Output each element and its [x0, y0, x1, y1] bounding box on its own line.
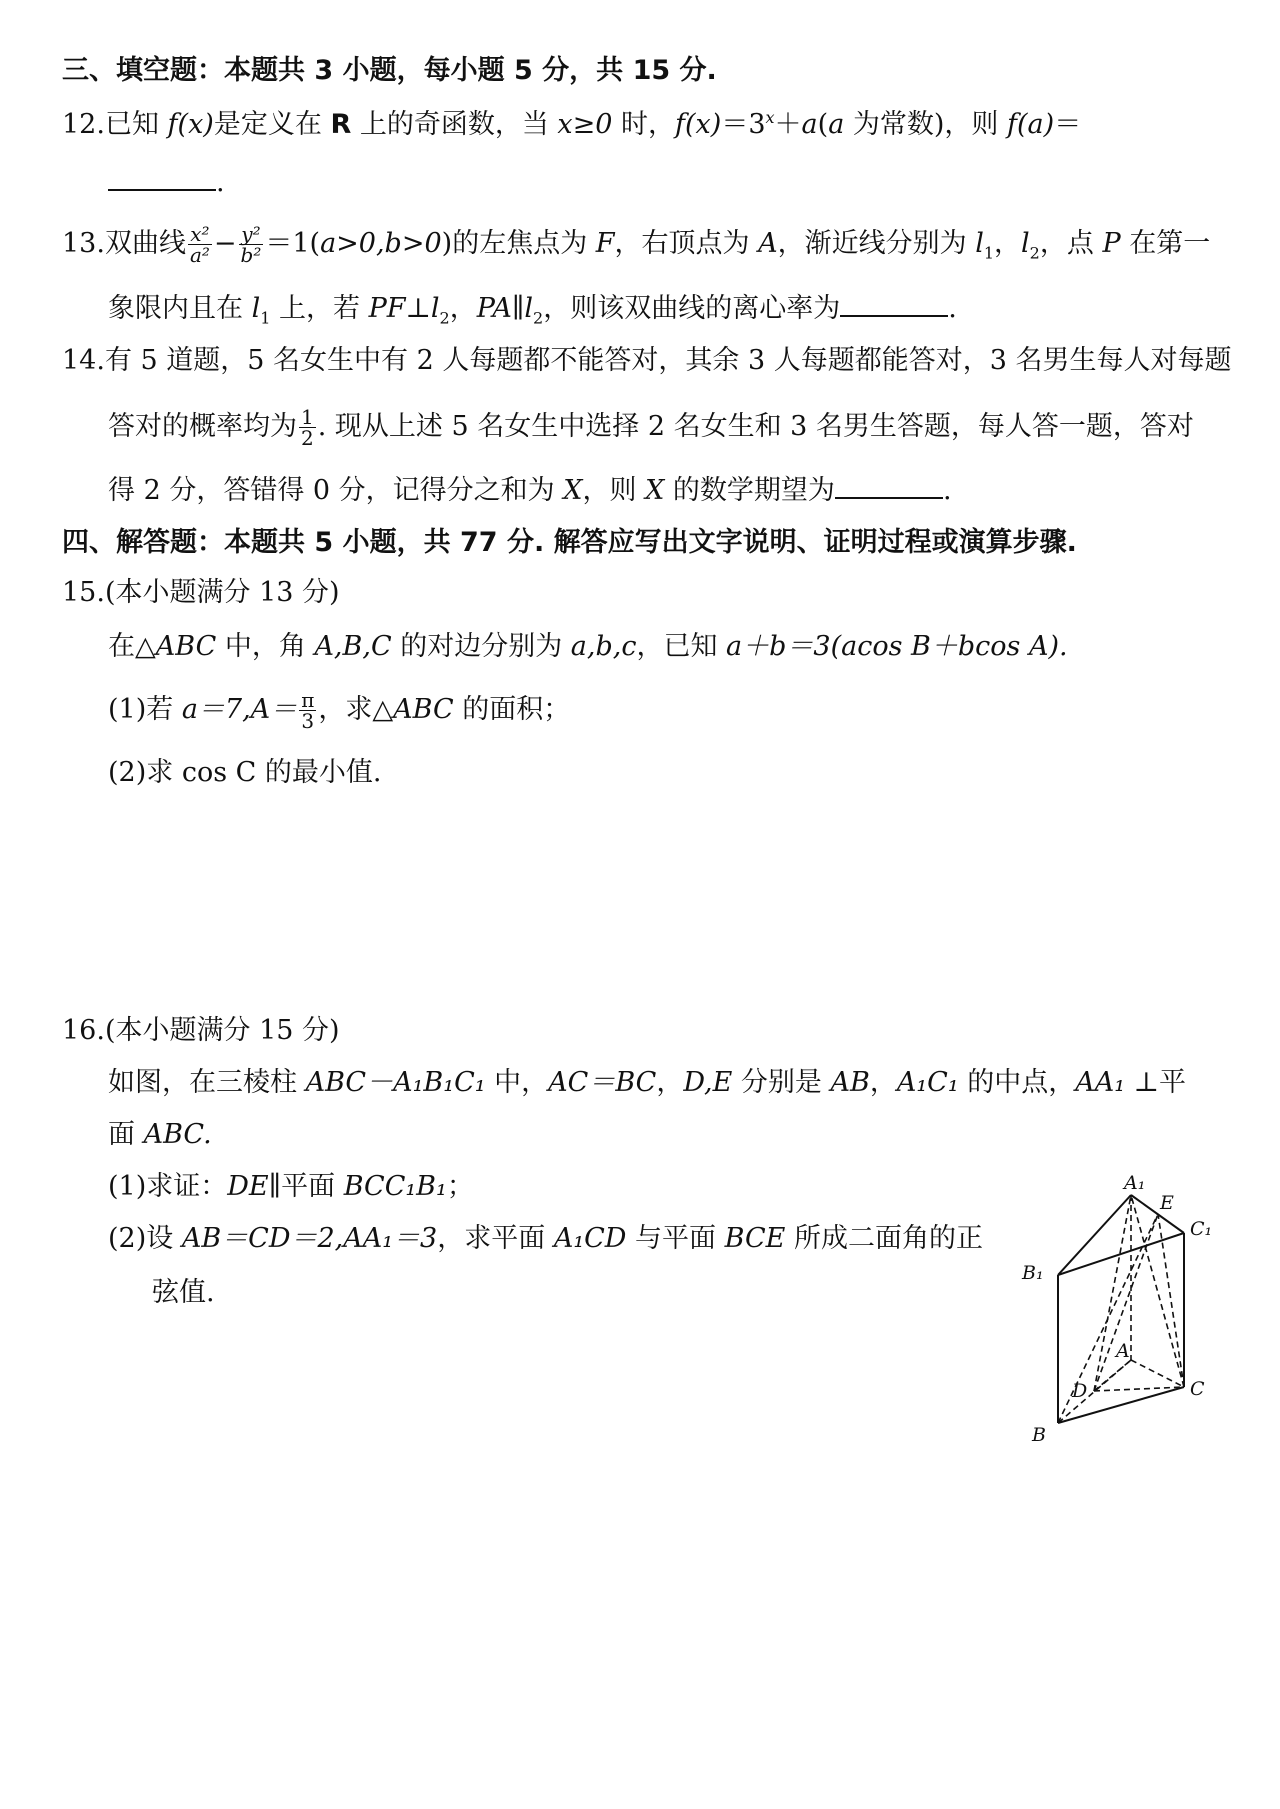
text: 如图，在三棱柱: [108, 1067, 306, 1098]
text: ，: [869, 1067, 897, 1098]
text: ，则: [582, 475, 646, 506]
text: (: [817, 109, 829, 140]
text: . 现从上述 5 名女生中选择 2 名女生和 3 名男生答题，每人答一题，答对: [317, 411, 1194, 442]
text: ，: [656, 1067, 684, 1098]
period: .: [942, 475, 952, 506]
text: (1)求证：: [108, 1171, 228, 1202]
question-number: 12.: [62, 109, 105, 140]
score-note: (本小题满分 13 分): [104, 577, 340, 608]
text: 象限内且在: [108, 293, 252, 324]
text: ，: [449, 293, 477, 324]
text: 面: [108, 1119, 144, 1150]
text: 所成二面角的正: [785, 1223, 983, 1254]
numerator: x²: [188, 224, 212, 245]
math-plane-BCE: BCE: [724, 1223, 786, 1254]
denominator: b²: [240, 243, 262, 267]
label-A: A: [1116, 1340, 1130, 1362]
text: 双曲线: [104, 228, 186, 259]
question-16-part-1: [108, 1170, 474, 1204]
question-16-stem-line-2: [108, 1118, 212, 1152]
math-l2: l: [1021, 228, 1030, 259]
text: ＝: [1054, 109, 1082, 140]
math-fx: f(x): [675, 109, 722, 140]
math-l1: l: [975, 228, 984, 259]
text: (2)设: [108, 1223, 182, 1254]
text: 中，角: [216, 631, 315, 662]
section-heading-solutions: 四、解答题：本题共 5 小题，共 77 分. 解答应写出文字说明、证明过程或演算步骤.: [62, 527, 1077, 558]
fraction-x2-a2: [188, 224, 212, 265]
text: 为常数)，则: [844, 109, 1008, 140]
numerator: y²: [239, 224, 264, 245]
text: (1)若: [108, 694, 182, 725]
question-14: [62, 344, 1232, 378]
math-P: P: [1102, 228, 1121, 259]
math-condition: a>0,b>0: [320, 228, 442, 259]
text: 的数学期望为: [664, 475, 835, 506]
math-exponent: x: [765, 108, 775, 127]
text: ；: [446, 1171, 474, 1202]
text: ，: [994, 228, 1022, 259]
math-given: AB＝CD＝2,AA₁＝3: [181, 1223, 438, 1254]
math-R: R: [330, 109, 352, 140]
math-fx: f(x): [167, 109, 214, 140]
math-ABC: ABC: [155, 631, 217, 662]
numerator: 1: [301, 405, 314, 429]
text: 上的奇函数，当: [351, 109, 558, 140]
minus: −: [213, 228, 237, 259]
question-15-part-1: [108, 686, 570, 734]
math-A1C1: A₁C₁: [896, 1067, 959, 1098]
text: ，渐近线分别为: [777, 228, 976, 259]
prism-figure: [1010, 1165, 1230, 1465]
question-14-line-3: [108, 474, 952, 508]
question-13: 13.双曲线 $\frac{\text{x²}}{\text{a²}}$ − $\frac{\text{y²}}{\text{b²}}$ ＝1(a>0,b>0)的左焦点为 F，右顶点为 A，渐近线分别为 $l_1$，$l_2$，点 P 在第一: [62, 222, 1211, 267]
text: ⊥平: [1125, 1067, 1187, 1098]
text: 已知: [104, 109, 168, 140]
math-a: a: [801, 109, 818, 140]
math-F: F: [595, 228, 615, 259]
math-prism: ABC－A₁B₁C₁: [305, 1067, 486, 1098]
text: 的中点，: [958, 1067, 1076, 1098]
text: ，则该双曲线的离心率为: [543, 293, 841, 324]
math-plane-A1CD: A₁CD: [553, 1223, 627, 1254]
question-16-header: [62, 1014, 340, 1048]
question-16-part-2: [108, 1222, 983, 1256]
label-B1: B₁: [1022, 1262, 1044, 1284]
math-l1: l: [251, 293, 261, 324]
math-AA1: AA₁: [1075, 1067, 1126, 1098]
answer-blank[interactable]: [108, 167, 216, 191]
text: ，求平面: [437, 1223, 554, 1254]
answer-blank[interactable]: [840, 293, 948, 317]
text: 与平面: [626, 1223, 725, 1254]
text: 有 5 道题，5 名女生中有 2 人每题都不能答对，其余 3 人每题都能答对，3 名男生每人对每题: [104, 345, 1232, 376]
question-12: [62, 108, 1081, 142]
math-condition: a＝7,A＝: [181, 694, 298, 725]
text: ＝3: [721, 109, 766, 140]
math-PA-parallel: PA∥l: [476, 293, 534, 324]
label-C: C: [1190, 1378, 1205, 1400]
score-note: (本小题满分 15 分): [104, 1015, 340, 1046]
math-A: A: [758, 228, 778, 259]
denominator: 2: [301, 426, 314, 450]
math-sides: a,b,c: [570, 631, 637, 662]
math-DE: D,E: [683, 1067, 733, 1098]
period: .: [216, 167, 225, 198]
question-15-header: [62, 576, 340, 610]
math-a: a: [828, 109, 845, 140]
question-12-answer-line: [108, 166, 225, 200]
question-14-line-2: [108, 402, 1194, 452]
question-15-part-2: (2)求 cos C 的最小值.: [108, 757, 382, 788]
section-heading-fill-in: 三、填空题：本题共 3 小题，每小题 5 分，共 15 分.: [62, 55, 717, 86]
math-fa: f(a): [1007, 109, 1055, 140]
text: 上，若: [270, 293, 369, 324]
text: 中，: [485, 1067, 549, 1098]
text: 时，: [612, 109, 676, 140]
question-number: 14.: [62, 345, 105, 376]
label-E: E: [1160, 1192, 1174, 1214]
math-angles: A,B,C: [314, 631, 392, 662]
text: ，求△: [318, 694, 394, 725]
math-ac-eq-bc: AC＝BC: [548, 1067, 657, 1098]
denominator: 3: [301, 709, 315, 733]
question-16-part-2-line-2: 弦值.: [152, 1277, 215, 1308]
answer-blank[interactable]: [835, 475, 943, 499]
question-number: 16.: [62, 1015, 105, 1046]
math-plane: BCC₁B₁: [343, 1171, 447, 1202]
question-15-stem: [108, 630, 1068, 664]
question-number: 15.: [62, 577, 105, 608]
text: ，已知: [636, 631, 727, 662]
period: .: [948, 293, 957, 324]
fraction-y2-b2: [239, 224, 264, 265]
label-B: B: [1032, 1424, 1046, 1446]
fraction-pi-over-3: [299, 690, 316, 731]
text: ，右顶点为: [614, 228, 759, 259]
question-13-line-2: 象限内且在 $l_1$ 上，若 $PF\perp l_2$，$PA\parallel l_2$，则该双曲线的离心率为 .: [108, 293, 957, 328]
text: 的面积；: [453, 694, 571, 725]
math-X: X: [563, 475, 583, 506]
text: 是定义在: [213, 109, 331, 140]
label-A1: A₁: [1124, 1172, 1146, 1194]
text: 分别是: [732, 1067, 831, 1098]
text: ＝1(: [265, 228, 321, 259]
numerator: π: [301, 688, 315, 712]
fraction-one-half: [299, 407, 316, 448]
label-C1: C₁: [1190, 1218, 1213, 1240]
text: 在第一: [1120, 228, 1211, 259]
text: 平面: [281, 1171, 344, 1202]
math-PF-perp: PF⊥l: [368, 293, 440, 324]
math-ABC: ABC: [393, 694, 454, 725]
text: 答对的概率均为: [108, 411, 297, 442]
text: 在△: [108, 631, 156, 662]
math-condition: x≥0: [557, 109, 613, 140]
label-D: D: [1072, 1380, 1088, 1402]
denominator: a²: [189, 243, 210, 267]
text: )的左焦点为: [441, 228, 596, 259]
math-AB: AB: [830, 1067, 870, 1098]
text: 的对边分别为: [391, 631, 571, 662]
question-16-stem-line-1: [108, 1066, 1186, 1100]
text: ＋: [774, 109, 802, 140]
math-ABC: ABC.: [143, 1119, 212, 1150]
text: 得 2 分，答错得 0 分，记得分之和为: [108, 475, 564, 506]
question-number: 13.: [62, 228, 105, 259]
math-DE-parallel: DE∥: [227, 1171, 282, 1202]
math-equation: a＋b＝3(acos B＋bcos A).: [726, 631, 1068, 662]
text: ，点: [1039, 228, 1103, 259]
math-X: X: [645, 475, 665, 506]
